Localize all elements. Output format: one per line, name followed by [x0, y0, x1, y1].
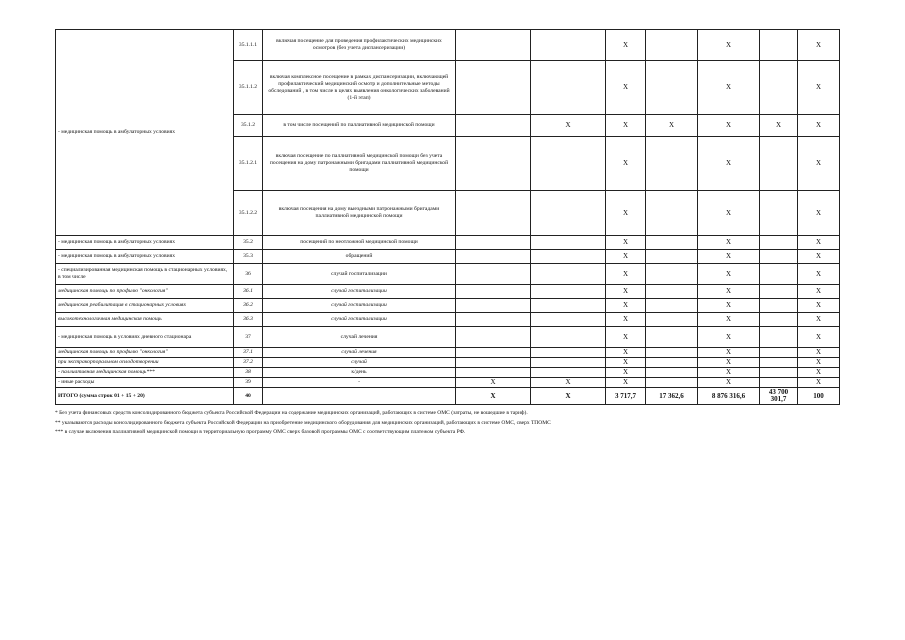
value-cell — [760, 348, 798, 358]
value-cell — [646, 348, 698, 358]
value-cell: Х — [606, 358, 646, 368]
value-cell — [646, 61, 698, 115]
value-cell: Х — [798, 191, 840, 236]
row-code-cell: 35.1.1.1 — [234, 30, 263, 61]
value-cell: Х — [606, 299, 646, 313]
row-name-cell: ИТОГО (сумма строк 01 + 15 + 20) — [56, 388, 234, 405]
value-cell: Х — [606, 264, 646, 285]
row-name-cell: медицинская помощь по профилю "онкология" — [56, 348, 234, 358]
value-cell — [760, 378, 798, 388]
row-code-cell: 40 — [234, 388, 263, 405]
value-cell: Х — [606, 137, 646, 191]
value-cell — [646, 137, 698, 191]
value-cell: Х — [698, 61, 760, 115]
table-row — [56, 236, 840, 250]
value-cell: 3 717,7 — [606, 388, 646, 405]
value-cell: Х — [531, 378, 606, 388]
value-cell — [456, 115, 531, 137]
row-code-cell: 35.1.2.2 — [234, 191, 263, 236]
row-unit-cell: случай госпитализации — [263, 285, 456, 299]
value-cell — [456, 250, 531, 264]
value-cell — [456, 358, 531, 368]
row-code-cell: 35.1.1.2 — [234, 61, 263, 115]
table-row — [56, 30, 840, 61]
row-unit-cell: в том числе посещений по паллиативной медицинской помощи — [263, 115, 456, 137]
value-cell — [456, 368, 531, 378]
value-cell — [531, 250, 606, 264]
row-code-cell: 36.1 — [234, 285, 263, 299]
value-cell: Х — [698, 313, 760, 327]
row-code-cell: 35.1.2 — [234, 115, 263, 137]
value-cell: 17 362,6 — [646, 388, 698, 405]
value-cell: Х — [531, 115, 606, 137]
value-cell — [760, 358, 798, 368]
value-cell: Х — [606, 313, 646, 327]
value-cell: Х — [798, 327, 840, 348]
value-cell: Х — [698, 368, 760, 378]
value-cell — [531, 327, 606, 348]
value-cell: Х — [798, 250, 840, 264]
value-cell — [456, 313, 531, 327]
value-cell: Х — [698, 137, 760, 191]
value-cell: Х — [698, 358, 760, 368]
row-unit-cell: - — [263, 378, 456, 388]
value-cell — [456, 299, 531, 313]
row-unit-cell: случай госпитализации — [263, 299, 456, 313]
value-cell — [760, 137, 798, 191]
row-name-cell: высокотехнологичная медицинская помощь — [56, 313, 234, 327]
row-unit-cell: включая посещения на дому выездными патронажными бригадами паллиативной медицинской помощи — [263, 191, 456, 236]
value-cell — [760, 30, 798, 61]
value-cell — [646, 378, 698, 388]
footnotes — [55, 409, 845, 438]
row-code-cell: 37.1 — [234, 348, 263, 358]
row-name-cell: - медицинская помощь в амбулаторных условиях — [56, 250, 234, 264]
value-cell — [456, 348, 531, 358]
row-code-cell: 35.1.2.1 — [234, 137, 263, 191]
value-cell — [456, 61, 531, 115]
row-name-cell: - специализированная медицинская помощь в стационарных условиях, в том числе — [56, 264, 234, 285]
value-cell — [456, 327, 531, 348]
value-cell: Х — [606, 348, 646, 358]
value-cell: Х — [606, 61, 646, 115]
value-cell — [760, 327, 798, 348]
value-cell — [531, 348, 606, 358]
value-cell: Х — [456, 378, 531, 388]
footnote-2: ** указываются расходы консолидированного бюджета субъекта Российской Федерации на приобретение медицинского оборудования для медицинских организаций, работающих в системе ОМС, сверх ТПОМС — [55, 419, 551, 426]
value-cell: Х — [798, 115, 840, 137]
row-code-cell: 35.3 — [234, 250, 263, 264]
value-cell — [760, 250, 798, 264]
table-row — [56, 358, 840, 368]
value-cell — [760, 61, 798, 115]
financing-table — [55, 29, 840, 405]
value-cell: Х — [531, 388, 606, 405]
value-cell — [760, 264, 798, 285]
row-code-cell: 38 — [234, 368, 263, 378]
row-unit-cell: к/день — [263, 368, 456, 378]
value-cell — [646, 299, 698, 313]
value-cell: Х — [646, 115, 698, 137]
value-cell — [646, 285, 698, 299]
value-cell — [531, 236, 606, 250]
value-cell — [646, 250, 698, 264]
value-cell — [760, 236, 798, 250]
value-cell: Х — [698, 327, 760, 348]
row-code-cell: 37 — [234, 327, 263, 348]
row-name-cell: - иные расходы — [56, 378, 234, 388]
value-cell — [456, 264, 531, 285]
value-cell: 43 700 301,7 — [760, 388, 798, 405]
row-unit-cell: посещений по неотложной медицинской помощи — [263, 236, 456, 250]
value-cell — [531, 368, 606, 378]
row-unit-cell — [263, 388, 456, 405]
value-cell — [531, 30, 606, 61]
row-name-cell: медицинская помощь по профилю "онкология" — [56, 285, 234, 299]
table-row — [56, 250, 840, 264]
table-row — [56, 313, 840, 327]
table-row — [56, 299, 840, 313]
value-cell: Х — [798, 264, 840, 285]
value-cell — [531, 137, 606, 191]
value-cell: Х — [798, 299, 840, 313]
row-code-cell: 36 — [234, 264, 263, 285]
value-cell — [760, 285, 798, 299]
value-cell — [531, 191, 606, 236]
value-cell: Х — [798, 348, 840, 358]
value-cell: Х — [698, 264, 760, 285]
row-unit-cell: случай лечения — [263, 327, 456, 348]
row-name-cell: медицинская реабилитация в стационарных условиях — [56, 299, 234, 313]
value-cell: Х — [798, 368, 840, 378]
row-name-cell: - паллиативная медицинская помощь*** — [56, 368, 234, 378]
value-cell: Х — [698, 250, 760, 264]
value-cell — [531, 299, 606, 313]
value-cell — [646, 264, 698, 285]
row-code-cell: 36.3 — [234, 313, 263, 327]
row-unit-cell: случай госпитализации — [263, 264, 456, 285]
value-cell: Х — [798, 313, 840, 327]
value-cell — [646, 358, 698, 368]
value-cell: Х — [760, 115, 798, 137]
value-cell: Х — [606, 378, 646, 388]
value-cell: Х — [798, 137, 840, 191]
value-cell — [531, 358, 606, 368]
row-code-cell: 36.2 — [234, 299, 263, 313]
value-cell — [646, 30, 698, 61]
value-cell: Х — [606, 327, 646, 348]
value-cell — [456, 236, 531, 250]
value-cell — [456, 191, 531, 236]
value-cell: Х — [698, 30, 760, 61]
table-row — [56, 348, 840, 358]
table-row — [56, 327, 840, 348]
value-cell — [760, 368, 798, 378]
row-unit-cell: включая посещение по паллиативной медицинской помощи без учета посещения на дому патронажными бригадами паллиативной медицинской помощи — [263, 137, 456, 191]
row-unit-cell: включая комплексное посещение в рамках диспансеризации, включающей профилактический медицинский осмотр и дополнительные методы обследований , в том числе в целях выявления онкологических заболеваний (1-й этап) — [263, 61, 456, 115]
footnote-1: * Без учета финансовых средств консолидированного бюджета субъекта Российской Федерации на содержание медицинских организаций, работающих в системе ОМС (затраты, не вошедшие в тариф). — [55, 410, 528, 416]
row-name-cell: - медицинская помощь в амбулаторных условиях — [56, 236, 234, 250]
row-code-cell: 35.2 — [234, 236, 263, 250]
value-cell — [760, 299, 798, 313]
value-cell — [531, 313, 606, 327]
row-name-cell: - медицинская помощь в амбулаторных условиях — [56, 30, 234, 236]
value-cell: Х — [606, 115, 646, 137]
value-cell: Х — [606, 30, 646, 61]
value-cell: Х — [456, 388, 531, 405]
value-cell: Х — [698, 378, 760, 388]
row-unit-cell: случай — [263, 358, 456, 368]
table-body — [56, 30, 840, 405]
row-name-cell: при экстракорпоральном оплодотворении — [56, 358, 234, 368]
row-unit-cell: случай госпитализации — [263, 313, 456, 327]
row-unit-cell: случай лечения — [263, 348, 456, 358]
value-cell: Х — [798, 30, 840, 61]
value-cell — [646, 327, 698, 348]
row-unit-cell: обращений — [263, 250, 456, 264]
value-cell — [531, 264, 606, 285]
value-cell — [531, 61, 606, 115]
value-cell: Х — [606, 368, 646, 378]
value-cell — [646, 313, 698, 327]
value-cell — [456, 30, 531, 61]
value-cell: Х — [698, 115, 760, 137]
table-row — [56, 285, 840, 299]
table-row — [56, 388, 840, 405]
value-cell: Х — [698, 236, 760, 250]
value-cell — [760, 313, 798, 327]
value-cell: Х — [798, 358, 840, 368]
table-row — [56, 378, 840, 388]
value-cell — [531, 285, 606, 299]
row-code-cell: 37.2 — [234, 358, 263, 368]
value-cell: Х — [606, 250, 646, 264]
value-cell — [646, 236, 698, 250]
value-cell: Х — [606, 285, 646, 299]
value-cell: 100 — [798, 388, 840, 405]
value-cell — [646, 368, 698, 378]
table-row — [56, 368, 840, 378]
value-cell: Х — [798, 236, 840, 250]
value-cell: Х — [698, 285, 760, 299]
value-cell: 8 876 316,6 — [698, 388, 760, 405]
value-cell — [456, 285, 531, 299]
footnote-3: *** в случае включения паллиативной медицинской помощи в территориальную программу ОМС сверх базовой программы ОМС с соответствующим платежом субъекта РФ. — [55, 429, 466, 435]
row-name-cell: - медицинская помощь в условиях дневного стационара — [56, 327, 234, 348]
value-cell — [646, 191, 698, 236]
value-cell: Х — [798, 378, 840, 388]
value-cell — [456, 137, 531, 191]
value-cell: Х — [798, 285, 840, 299]
value-cell: Х — [698, 191, 760, 236]
value-cell — [760, 191, 798, 236]
row-unit-cell: включая посещение для проведения профилактических медицинских осмотров (без учета диспансеризации) — [263, 30, 456, 61]
value-cell: Х — [606, 191, 646, 236]
value-cell: Х — [698, 348, 760, 358]
value-cell: Х — [606, 236, 646, 250]
row-code-cell: 39 — [234, 378, 263, 388]
value-cell: Х — [698, 299, 760, 313]
value-cell: Х — [798, 61, 840, 115]
table-row — [56, 264, 840, 285]
